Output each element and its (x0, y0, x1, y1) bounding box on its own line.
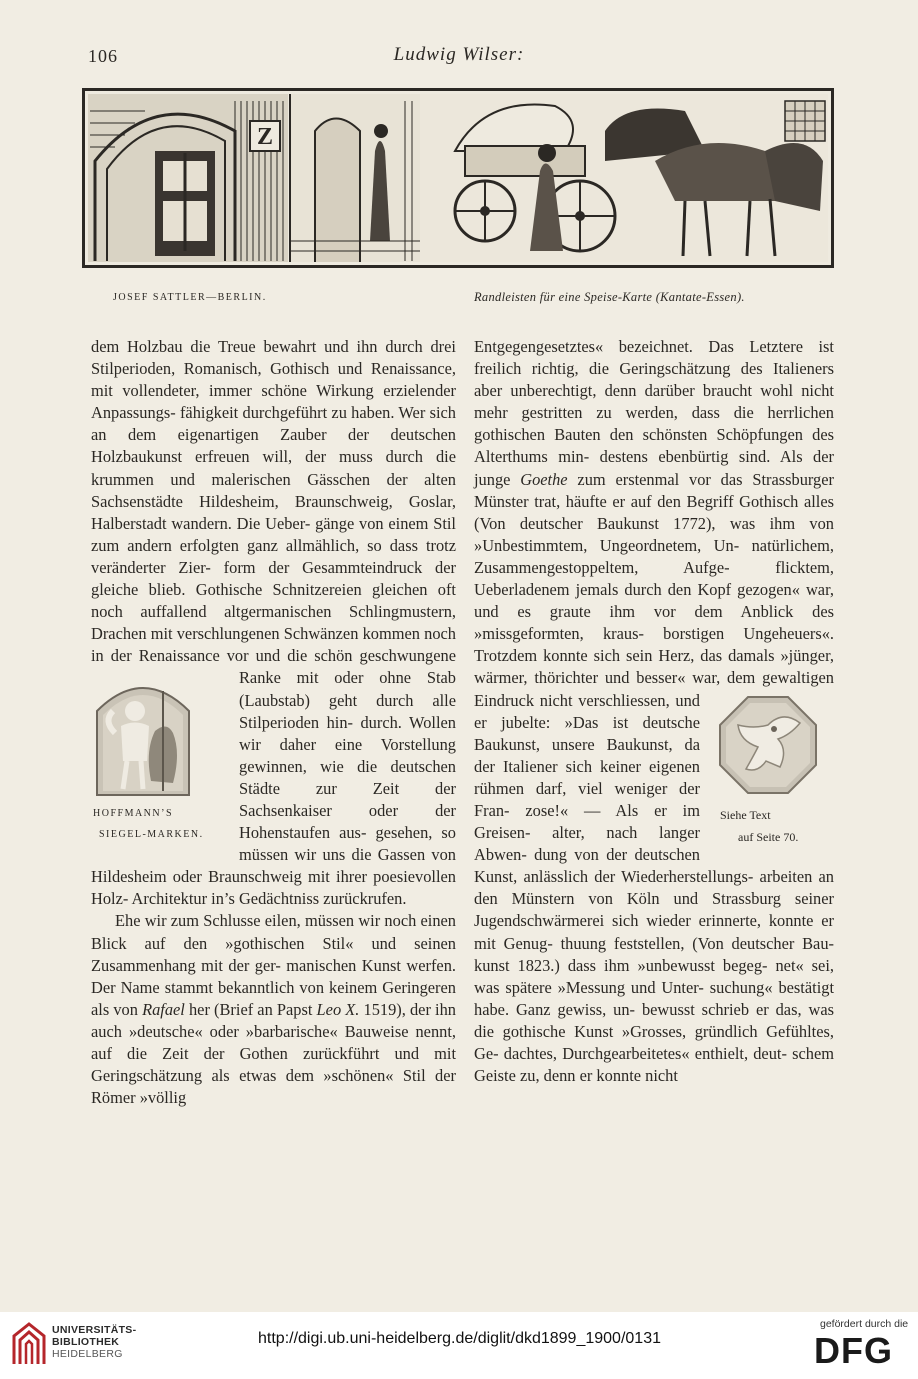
text-line: dem Anblick des »missgeformten, kraus- (474, 602, 834, 644)
eagle-caption-line1: Siehe Text (720, 807, 771, 822)
text-line: natürlichem, Zusammengestoppeltem, Aufge- (474, 535, 834, 577)
text-line: durch alle Stilperioden hin- (239, 690, 456, 732)
right-paragraph (474, 336, 834, 1087)
text-line: sich sein Herz, das damals »jünger, wärmer, (474, 646, 834, 688)
text-line: alten Sachsenstädte Hildesheim, Braunschweig, (91, 469, 456, 511)
text-line: der ihn auch »deutsche« oder »barbarische« (91, 999, 456, 1041)
left-paragraph-1 (91, 336, 456, 910)
text-line: net« sei, was spätere »Messung und Unter- (474, 955, 834, 997)
text-line: wieder erinnerte, konnte er mit Genug- (474, 911, 834, 953)
text-line: von »Unbestimmtem, Ungeordnetem, Un- (474, 513, 834, 555)
text-line: schönsten Schöpfungen des Alterthums min- (474, 425, 834, 467)
library-name-line2: BIBLIOTHEK (52, 1336, 120, 1348)
text-line: und Renaissance, mit vollendeter, immer (91, 359, 456, 401)
library-name-line3: HEIDELBERG (52, 1348, 123, 1360)
funded-by-text: gefördert durch die (820, 1318, 909, 1330)
text-line: form der Gesammteindruck der gleiche blieb. (91, 557, 456, 600)
text-line: Kunst »Grosses, gründlich Gefühltes, Ge- (474, 1021, 834, 1063)
text-line: bekanntlich von keinem Geringeren als von (91, 977, 456, 1019)
text-line: darf, viel weniger der Fran- (474, 778, 700, 820)
text-line: schem Geiste zu, denn er konnte nicht (474, 1044, 834, 1086)
text-line: ganz allmählich, so dass trotz veränderter Zier- (91, 535, 456, 577)
text-line: zur Zeit der Sachsenkaiser (239, 778, 456, 820)
text-line: gesehen, so müssen wir uns (239, 823, 456, 865)
eagle-seal-image (718, 695, 818, 795)
text-line: deutsche Baukunst, unsere (474, 712, 700, 754)
text-fragment: destens ebenbürtig sind. Als der junge (474, 447, 834, 489)
text-line: auffallend altgermanischen Schlingmustern, (140, 602, 456, 622)
text-line: trat, häufte er auf den Begriff Gothisch alles (534, 491, 834, 511)
text-line: Kopf gezogen« war, und es graute ihm vor (474, 580, 834, 622)
left-paragraph-2 (91, 910, 456, 1109)
university-library-logo-icon[interactable] (12, 1322, 46, 1366)
text-line: durch. Wollen wir daher (239, 712, 456, 754)
woodcut-illustration (82, 88, 834, 268)
running-title: Ludwig Wilser: (393, 44, 525, 65)
name-rafael: Rafael (142, 999, 185, 1019)
text-line: eine Vorstellung gewinnen, (239, 734, 456, 776)
text-line: Holzbaukunst erfreuen will, der muss durch (91, 447, 423, 467)
text-line: thörichter und besser« war, dem gewaltigen (534, 668, 834, 688)
text-line: thuung feststellen, (Von deutscher Bau- (560, 933, 834, 953)
document-url[interactable]: http://digi.ub.uni-heidelberg.de/diglit/dkd1899_1900/0131 (258, 1330, 661, 1347)
text-line: zurückführt und mit Geringschätzung als (91, 1044, 457, 1086)
woodcut-letter-z: Z (257, 124, 274, 150)
text-fragment: 1519), (359, 999, 406, 1019)
illustration-caption: Randleisten für eine Speise-Karte (Kantate-Essen). (474, 290, 745, 304)
text-line: Goslar, Halberstadt wandern. Die Ueber- (91, 491, 456, 533)
text-line: dass die herrlichen gothischen Bauten den (474, 403, 834, 445)
text-line: Baukunst, da der Italiener (474, 734, 700, 776)
text-line: alter, nach langer Abwen- (474, 823, 700, 865)
library-name[interactable] (52, 1324, 136, 1360)
text-line: manischen Kunst werfen. Der Name stammt (91, 955, 456, 997)
text-line: Entgegengesetztes« bezeichnet. Das Letztere (474, 337, 804, 356)
text-line: und seinen Zusammenhang mit der ger- (91, 933, 456, 975)
text-line: Gothische Schnitzereien gleichen oft noch (91, 580, 456, 622)
seal-caption-line2: SIEGEL-MARKEN. (99, 829, 204, 841)
text-line: Drachen mit verschlungenen Schwänzen (91, 624, 359, 644)
text-line: Architektur in’s Gedächtniss zurückrufen. (131, 889, 407, 909)
text-line: oder der Hohenstaufen aus- (239, 800, 456, 843)
text-line: ohne Stab (Laubstab) geht (239, 668, 456, 710)
page-number: 106 (88, 46, 118, 66)
text-line: arbeiten an den Münstern von Köln und (474, 867, 834, 909)
text-line: fähigkeit durchgeführt zu haben. Wer sich (179, 403, 456, 423)
text-line: kunst 1823.) dass ihm »unbewusst begeg- (474, 955, 768, 975)
text-line: zose!« — Als er im Greisen- (474, 800, 700, 843)
text-line: zum erstenmal vor das Strassburger Münster (474, 469, 834, 511)
text-line: flicktem, Ueberladenem jemals durch den (474, 557, 834, 600)
text-line: noch einen Blick auf den »gothischen Stil« (91, 911, 456, 953)
text-line: und er jubelte: »Das ist (474, 690, 700, 732)
text-line: Italieners aber unberechtigt, denn darüber (474, 359, 834, 401)
text-line: Kunst, anlässlich der Wiederherstellungs- (474, 867, 754, 887)
eagle-figure (710, 690, 834, 864)
text-line: dem Holzbau die Treue bewahrt und ihn (91, 337, 378, 356)
text-line: wie die deutschen Städte (239, 756, 456, 798)
illustration-credit: JOSEF SATTLER—BERLIN. (113, 292, 267, 303)
text-line: Bauweise nennt, auf die Zeit der Gothen (91, 1021, 456, 1063)
text-line: Strassburg seiner Jugendschwärmerei sich (474, 889, 834, 931)
seal-figure (91, 667, 227, 847)
name-goethe: Goethe (520, 469, 568, 489)
text-line: gänge von einem Stil zum andern erfolgten (91, 513, 456, 555)
text-line: Eindruck nicht verschliessen, (474, 690, 670, 710)
right-column (474, 336, 834, 1087)
text-line: dung von der deutschen (534, 845, 700, 865)
text-line: borstigen Ungeheuers«. Trotzdem konnte (474, 624, 834, 666)
text-line: (Von deutscher Baukunst 1772), was ihm (474, 513, 796, 533)
text-line: etwas dem »schönen« Stil der Römer »völlig (91, 1066, 456, 1108)
text-line: durch drei Stilperioden, Romanisch, Gothisch (91, 337, 456, 379)
name-leo-x: Leo X. (316, 999, 360, 1019)
text-line: die schön geschwungene Ranke mit oder (239, 646, 456, 688)
text-line: oder Braunschweig mit ihrer poesievollen Holz- (91, 867, 456, 909)
left-column (91, 336, 456, 1109)
text-line: die Gassen von Hildesheim (91, 845, 456, 887)
text-line: ist freilich richtig, die Geringschätzung des (474, 337, 834, 379)
text-line: suchung« bestätigt habe. Ganz gewiss, un- (474, 977, 834, 1019)
text-line: an dem eigenartigen Zauber der deutschen (91, 425, 456, 445)
text-line: schöne Wirkung erzielender Anpassungs- (91, 381, 456, 423)
library-name-line1: UNIVERSITÄTS- (52, 1324, 137, 1336)
text-line: braucht wohl nicht mehr gestritten zu werden, (474, 381, 834, 423)
text-line: Ehe wir zum Schlusse eilen, müssen wir (115, 911, 381, 931)
eagle-caption-line2: auf Seite 70. (738, 829, 799, 844)
dfg-logo[interactable]: DFG (814, 1330, 893, 1371)
text-fragment: her (Brief an Papst (184, 999, 317, 1019)
seal-caption-line1: HOFFMANN’S (93, 808, 174, 820)
cherub-seal-image (93, 671, 193, 799)
text-line: die krummen und malerischen Gässchen der (91, 447, 456, 489)
woodcut-drawing (85, 91, 831, 265)
text-line: sich keiner eigenen rühmen (474, 756, 700, 798)
text-line: dachtes, Durchgearbeitetes« enthielt, deut- (503, 1044, 787, 1063)
text-line: kommen noch in der Renaissance vor und (91, 624, 456, 666)
text-line: bewusst schrieb er das, was die gothische (474, 999, 834, 1041)
